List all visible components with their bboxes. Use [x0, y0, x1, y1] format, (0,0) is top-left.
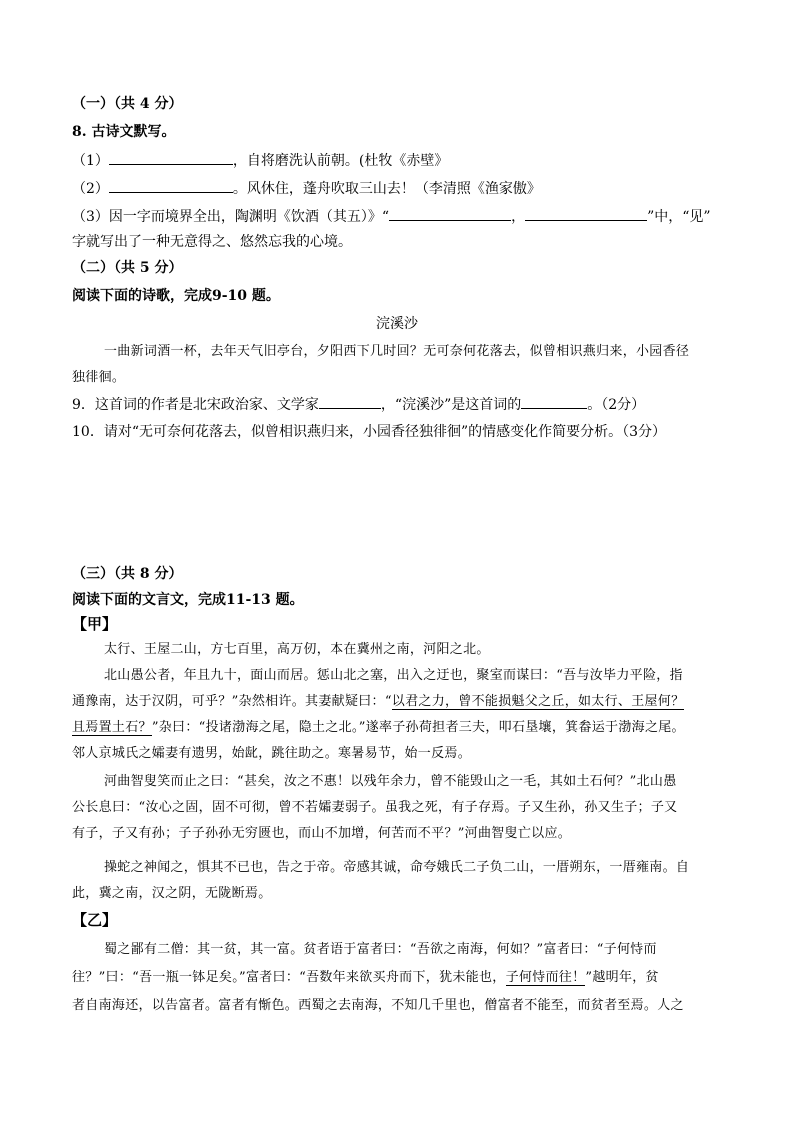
q8-2-blank[interactable]	[109, 178, 233, 193]
jia-p4-line1: 操蛇之神闻之，惧其不已也，告之于帝。帝感其诚，命夸娥氏二子负二山，一厝朔东，一厝雍南。自	[104, 860, 690, 875]
q8-3-text-a: （3）因一字而境界全出，陶渊明《饮酒（其五）》“	[72, 209, 390, 225]
q8-1-blank[interactable]	[109, 150, 233, 165]
poem-line-1: 一曲新词酒一杯，去年天气旧亭台，夕阳西下几时回？无可奈何花落去，似曾相识燕归来，小园香径	[104, 344, 690, 359]
q9-text-c: 。（2分）	[587, 397, 646, 413]
q8-1	[72, 150, 448, 171]
yi-line2	[72, 968, 659, 988]
q8-1-prefix: （1）	[72, 153, 109, 169]
q10: 10．请对“无可奈何花落去，似曾相识燕归来，小园香径独徘徊”的情感变化作简要分析。（3分）	[72, 424, 667, 440]
jia-p3-line2: 公长息曰：“汝心之固，固不可彻，曾不若孀妻弱子。虽我之死，有子存焉。子又生孙，孙又生子；子又	[72, 800, 678, 815]
q8-2	[72, 178, 541, 199]
yi-line2-underlined: 子何恃而往！	[505, 970, 586, 985]
q8-2-suffix: 。风休住，蓬舟吹取三山去！（李清照《渔家傲》	[232, 181, 541, 197]
part2-instruction: 阅读下面的诗歌，完成9-10 题。	[72, 288, 280, 304]
part3-instruction: 阅读下面的文言文，完成11-13 题。	[72, 592, 304, 608]
poem-title: 浣溪沙	[376, 316, 418, 332]
jia-p2-line1: 北山愚公者，年且九十，面山而居。惩山北之塞，出入之迂也，聚室而谋曰：“吾与汝毕力平险，指	[104, 668, 683, 683]
jia-p2-line4: 邻人京城氏之孀妻有遗男，始龀，跳往助之。寒暑易节，始一反焉。	[72, 746, 472, 761]
jia-p2-line3	[72, 718, 685, 738]
part1-header: （一）（共 4 分）	[72, 96, 183, 112]
jia-p4-line2: 此，冀之南，汉之阴，无陇断焉。	[72, 886, 272, 901]
q9-text-b: ，“浣溪沙”是这首词的	[380, 397, 522, 413]
q8-title: 8. 古诗文默写。	[72, 124, 176, 140]
jia-p2-line2-text: 通豫南，达于汉阴，可乎？”杂然相许。其妻献疑曰：“	[72, 694, 392, 709]
part3-header: （三）（共 8 分）	[72, 566, 183, 582]
jia-p2-line2-underlined: 以君之力，曾不能损魁父之丘，如太行、王屋何？	[391, 694, 685, 709]
q8-3-text-b: ，	[511, 209, 526, 225]
q8-3-blank-2[interactable]	[525, 206, 647, 221]
q8-2-prefix: （2）	[72, 181, 109, 197]
q8-3	[72, 206, 711, 227]
jia-p3-line1: 河曲智叟笑而止之曰：“甚矣，汝之不惠！以残年余力，曾不能毁山之一毛，其如土石何？”北山愚	[104, 774, 677, 789]
yi-label: 【乙】	[72, 911, 118, 929]
q8-3-text-c: ”中，“见”	[647, 209, 711, 225]
poem-line-2: 独徘徊。	[72, 370, 126, 385]
part2-header: （二）（共 5 分）	[72, 260, 183, 276]
jia-p1: 太行、王屋二山，方七百里，高万仞，本在冀州之南，河阳之北。	[104, 642, 490, 657]
yi-line2-text-b: ”越明年，贫	[585, 970, 659, 985]
jia-p2-line3-text: ”杂曰：“投诸渤海之尾，隐土之北。”遂率子孙荷担者三夫，叩石垦壤，箕畚运于渤海之尾。	[151, 720, 685, 735]
jia-p2-line2	[72, 692, 684, 712]
q8-1-suffix: ，自将磨洗认前朝。(杜牧《赤壁》	[232, 153, 449, 169]
q9-blank-2[interactable]	[521, 394, 587, 409]
jia-p2-line3-underlined: 且焉置土石？	[72, 720, 152, 735]
q8-3-blank-1[interactable]	[389, 206, 511, 221]
yi-line2-text-a: 往？”曰：“吾一瓶一钵足矣。”富者曰：“吾数年来欲买舟而下，犹未能也，	[72, 970, 506, 985]
jia-p3-line3: 有子，子又有孙；子子孙孙无穷匮也，而山不加增，何苦而不平？”河曲智叟亡以应。	[72, 826, 572, 841]
q8-3-line2: 字就写出了一种无意得之、悠然忘我的心境。	[72, 234, 352, 250]
jia-label: 【甲】	[72, 615, 118, 633]
yi-line3: 者自南海还，以告富者。富者有惭色。西蜀之去南海，不知几千里也，僧富者不能至，而贫者至焉。人之	[72, 998, 684, 1013]
q9-blank-1[interactable]	[319, 394, 381, 409]
q9-text-a: 9．这首词的作者是北宋政治家、文学家	[72, 397, 319, 413]
q9	[72, 394, 645, 415]
yi-line1: 蜀之鄙有二僧：其一贫，其一富。贫者语于富者曰：“吾欲之南海，何如？”富者曰：“子何恃而	[104, 942, 657, 957]
